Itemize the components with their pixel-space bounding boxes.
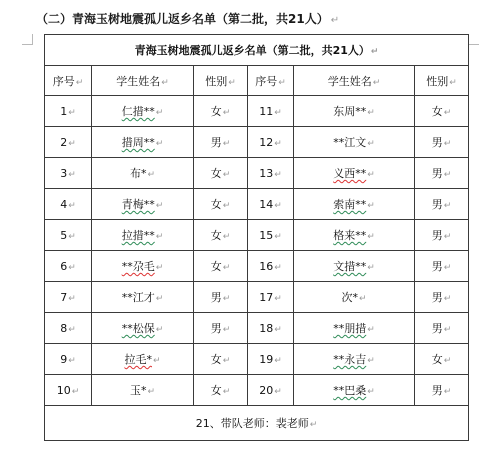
table-cell[interactable] xyxy=(92,96,194,127)
cell-end-mark-icon: ↵ xyxy=(274,262,282,273)
table-cell[interactable] xyxy=(294,189,415,220)
cell-end-mark-icon: ↵ xyxy=(228,77,236,88)
header-cell[interactable] xyxy=(45,66,92,96)
cell-end-mark-icon: ↵ xyxy=(443,201,452,211)
table-cell[interactable] xyxy=(92,158,194,189)
cell-value: 男 xyxy=(431,384,443,397)
table-row xyxy=(45,344,469,375)
table-row xyxy=(45,220,469,251)
cell-end-mark-icon: ↵ xyxy=(367,108,375,118)
cell-value: 男 xyxy=(431,136,443,149)
cell-end-mark-icon: ↵ xyxy=(68,107,76,118)
cell-end-mark-icon: ↵ xyxy=(155,201,164,211)
cell-end-mark-icon: ↵ xyxy=(449,77,457,88)
cell-end-mark-icon: ↵ xyxy=(443,263,452,273)
table-cell[interactable] xyxy=(294,158,415,189)
cell-end-mark-icon: ↵ xyxy=(155,325,164,335)
cell-value: 男 xyxy=(431,229,443,242)
table-cell[interactable] xyxy=(194,313,248,344)
cell-end-mark-icon: ↵ xyxy=(367,232,375,242)
table-cell[interactable] xyxy=(248,344,294,375)
table-title-row xyxy=(45,35,469,66)
table-row xyxy=(45,375,469,406)
cell-end-mark-icon: ↵ xyxy=(222,170,231,180)
table-cell[interactable] xyxy=(45,375,92,406)
table-cell[interactable] xyxy=(294,220,415,251)
cell-end-mark-icon: ↵ xyxy=(155,108,164,118)
cell-end-mark-icon: ↵ xyxy=(222,201,231,211)
cell-end-mark-icon: ↵ xyxy=(274,200,282,211)
cell-end-mark-icon: ↵ xyxy=(367,139,375,149)
cell-value: 索南** xyxy=(333,198,367,211)
table-cell[interactable] xyxy=(248,251,294,282)
header-label: 序号 xyxy=(52,74,75,88)
cell-value: 女 xyxy=(210,229,222,242)
table-title-cell[interactable] xyxy=(45,35,469,66)
header-label: 学生姓名 xyxy=(327,74,372,88)
header-label: 性别 xyxy=(426,74,449,88)
margin-corner-right-icon xyxy=(468,34,479,45)
table-row xyxy=(45,251,469,282)
table-cell[interactable] xyxy=(248,375,294,406)
cell-value: 16 xyxy=(259,259,274,273)
cell-end-mark-icon: ↵ xyxy=(222,263,231,273)
cell-end-mark-icon: ↵ xyxy=(222,294,231,304)
cell-end-mark-icon: ↵ xyxy=(443,170,452,180)
table-cell[interactable] xyxy=(248,313,294,344)
table-cell[interactable] xyxy=(294,375,415,406)
cell-value: 7 xyxy=(60,290,68,304)
table-cell[interactable] xyxy=(248,282,294,313)
table-cell[interactable] xyxy=(92,127,194,158)
table-cell[interactable] xyxy=(248,158,294,189)
table-cell[interactable] xyxy=(92,220,194,251)
cell-end-mark-icon: ↵ xyxy=(367,170,375,180)
cell-value: 2 xyxy=(60,135,68,149)
cell-end-mark-icon: ↵ xyxy=(367,201,375,211)
cell-value: 措周** xyxy=(121,136,155,149)
table-cell[interactable] xyxy=(194,96,248,127)
table-cell[interactable] xyxy=(92,344,194,375)
table-cell[interactable] xyxy=(415,282,469,313)
cell-value: **江文 xyxy=(333,136,367,149)
table-cell[interactable] xyxy=(92,313,194,344)
table-cell[interactable] xyxy=(92,375,194,406)
cell-value: 拉措** xyxy=(121,229,155,242)
table-cell[interactable] xyxy=(415,127,469,158)
cell-value: 男 xyxy=(431,260,443,273)
cell-end-mark-icon: ↵ xyxy=(222,232,231,242)
cell-end-mark-icon: ↵ xyxy=(274,169,282,180)
cell-end-mark-icon: ↵ xyxy=(155,294,164,304)
section-heading xyxy=(36,10,339,27)
table-cell[interactable] xyxy=(194,189,248,220)
table-cell[interactable] xyxy=(45,220,92,251)
cell-value: 青梅** xyxy=(121,198,155,211)
cell-end-mark-icon: ↵ xyxy=(274,231,282,242)
cell-end-mark-icon: ↵ xyxy=(222,108,231,118)
cell-value: 10 xyxy=(56,383,71,397)
table-cell[interactable] xyxy=(415,158,469,189)
cell-value: 13 xyxy=(259,166,274,180)
cell-end-mark-icon: ↵ xyxy=(274,355,282,366)
table-cell[interactable] xyxy=(294,344,415,375)
cell-end-mark-icon: ↵ xyxy=(309,420,318,430)
cell-value: 17 xyxy=(259,290,274,304)
cell-end-mark-icon: ↵ xyxy=(367,263,375,273)
cell-end-mark-icon: ↵ xyxy=(68,262,76,273)
roster-table xyxy=(44,34,469,441)
cell-value: 20 xyxy=(259,383,274,397)
cell-value: 5 xyxy=(60,228,68,242)
cell-value: 女 xyxy=(210,260,222,273)
cell-end-mark-icon: ↵ xyxy=(274,324,282,335)
cell-value: 男 xyxy=(431,291,443,304)
cell-value: 3 xyxy=(60,166,68,180)
cell-end-mark-icon: ↵ xyxy=(222,387,231,397)
cell-value: **朋措 xyxy=(333,322,367,335)
table-row xyxy=(45,96,469,127)
table-cell[interactable] xyxy=(45,158,92,189)
cell-value: 男 xyxy=(431,198,443,211)
cell-end-mark-icon: ↵ xyxy=(222,139,231,149)
cell-value: 男 xyxy=(431,322,443,335)
table-cell[interactable] xyxy=(92,251,194,282)
cell-end-mark-icon: ↵ xyxy=(274,107,282,118)
cell-value: 14 xyxy=(259,197,274,211)
cell-end-mark-icon: ↵ xyxy=(367,356,375,366)
cell-end-mark-icon: ↵ xyxy=(155,139,164,149)
cell-value: 女 xyxy=(431,353,443,366)
cell-value: 女 xyxy=(210,105,222,118)
table-footer-row xyxy=(45,406,469,441)
header-cell[interactable] xyxy=(294,66,415,96)
cell-end-mark-icon: ↵ xyxy=(443,356,452,366)
cell-value: 9 xyxy=(60,352,68,366)
cell-value: 11 xyxy=(259,104,274,118)
table-row xyxy=(45,127,469,158)
cell-end-mark-icon: ↵ xyxy=(443,387,452,397)
table-cell[interactable] xyxy=(248,127,294,158)
cell-end-mark-icon: ↵ xyxy=(278,77,286,88)
cell-end-mark-icon: ↵ xyxy=(222,356,231,366)
cell-value: 女 xyxy=(210,167,222,180)
table-title: 青海玉树地震孤儿返乡名单（第二批，共21人） xyxy=(134,44,370,57)
cell-end-mark-icon: ↵ xyxy=(155,263,164,273)
cell-end-mark-icon: ↵ xyxy=(147,170,156,180)
cell-value: **江才 xyxy=(121,291,155,304)
cell-value: 12 xyxy=(259,135,274,149)
table-row xyxy=(45,158,469,189)
cell-value: 仁措** xyxy=(121,105,155,118)
cell-value: 格来** xyxy=(333,229,367,242)
table-cell[interactable] xyxy=(415,220,469,251)
table-cell[interactable] xyxy=(194,344,248,375)
table-cell[interactable] xyxy=(415,96,469,127)
table-cell[interactable] xyxy=(45,282,92,313)
table-cell[interactable] xyxy=(45,189,92,220)
cell-end-mark-icon: ↵ xyxy=(443,108,452,118)
cell-value: 男 xyxy=(210,322,222,335)
cell-end-mark-icon: ↵ xyxy=(443,139,452,149)
cell-end-mark-icon: ↵ xyxy=(68,169,76,180)
cell-value: 15 xyxy=(259,228,274,242)
cell-end-mark-icon: ↵ xyxy=(68,324,76,335)
cell-value: 拉毛* xyxy=(124,353,152,366)
table-header-row xyxy=(45,66,469,96)
table-cell[interactable] xyxy=(194,251,248,282)
table-cell[interactable] xyxy=(294,127,415,158)
table-cell[interactable] xyxy=(45,313,92,344)
cell-end-mark-icon: ↵ xyxy=(68,138,76,149)
cell-end-mark-icon: ↵ xyxy=(68,231,76,242)
cell-value: **松保 xyxy=(121,322,155,335)
table-cell[interactable] xyxy=(92,189,194,220)
header-label: 性别 xyxy=(205,74,228,88)
table-cell[interactable] xyxy=(294,282,415,313)
cell-value: 次* xyxy=(341,291,358,304)
table-row xyxy=(45,282,469,313)
table-cell[interactable] xyxy=(92,282,194,313)
cell-end-mark-icon: ↵ xyxy=(370,47,379,57)
cell-end-mark-icon: ↵ xyxy=(372,77,381,88)
cell-end-mark-icon: ↵ xyxy=(68,293,76,304)
table-cell[interactable] xyxy=(45,251,92,282)
table-row xyxy=(45,189,469,220)
cell-value: 19 xyxy=(259,352,274,366)
cell-value: 东周** xyxy=(333,105,367,118)
cell-end-mark-icon: ↵ xyxy=(367,325,375,335)
cell-value: **巴桑 xyxy=(333,384,367,397)
header-cell[interactable] xyxy=(415,66,469,96)
table-cell[interactable] xyxy=(415,375,469,406)
table-cell[interactable] xyxy=(45,127,92,158)
header-cell[interactable] xyxy=(92,66,194,96)
table-cell[interactable] xyxy=(248,220,294,251)
cell-value: 6 xyxy=(60,259,68,273)
cell-value: 18 xyxy=(259,321,274,335)
cell-end-mark-icon: ↵ xyxy=(443,294,452,304)
header-cell[interactable] xyxy=(248,66,294,96)
table-cell[interactable] xyxy=(415,189,469,220)
cell-value: **尕毛 xyxy=(121,260,155,273)
table-cell[interactable] xyxy=(45,96,92,127)
cell-end-mark-icon: ↵ xyxy=(274,386,282,397)
table-cell[interactable] xyxy=(294,313,415,344)
cell-end-mark-icon: ↵ xyxy=(152,356,161,366)
table-cell[interactable] xyxy=(194,375,248,406)
cell-end-mark-icon: ↵ xyxy=(358,294,367,304)
table-cell[interactable] xyxy=(194,127,248,158)
table-cell[interactable] xyxy=(294,251,415,282)
table-cell[interactable] xyxy=(194,220,248,251)
cell-end-mark-icon: ↵ xyxy=(443,232,452,242)
cell-value: 女 xyxy=(210,198,222,211)
cell-end-mark-icon: ↵ xyxy=(274,293,282,304)
cell-end-mark-icon: ↵ xyxy=(443,325,452,335)
table-cell[interactable] xyxy=(45,344,92,375)
cell-value: 女 xyxy=(210,353,222,366)
table-cell[interactable] xyxy=(248,189,294,220)
margin-corner-left-icon xyxy=(22,34,33,45)
cell-value: 男 xyxy=(210,136,222,149)
header-label: 序号 xyxy=(255,74,278,88)
cell-value: 玉* xyxy=(129,384,147,397)
paragraph-mark-icon: ↵ xyxy=(330,15,340,26)
section-heading-text: （二）青海玉树地震孤儿返乡名单（第二批，共21人） xyxy=(36,12,329,26)
cell-value: 布* xyxy=(129,167,147,180)
table-cell[interactable] xyxy=(415,251,469,282)
cell-end-mark-icon: ↵ xyxy=(75,77,84,88)
cell-end-mark-icon: ↵ xyxy=(68,200,76,211)
table-cell[interactable] xyxy=(415,313,469,344)
table-footer-cell[interactable] xyxy=(45,406,469,441)
cell-end-mark-icon: ↵ xyxy=(161,77,169,88)
table-cell[interactable] xyxy=(294,96,415,127)
header-label: 学生姓名 xyxy=(116,74,161,88)
cell-value: 男 xyxy=(431,167,443,180)
cell-end-mark-icon: ↵ xyxy=(68,355,76,366)
cell-end-mark-icon: ↵ xyxy=(155,232,164,242)
cell-value: **永吉 xyxy=(333,353,367,366)
cell-value: 4 xyxy=(60,197,68,211)
escort-teacher-note: 21、带队老师：裴老师 xyxy=(195,417,309,430)
header-cell[interactable] xyxy=(194,66,248,96)
cell-end-mark-icon: ↵ xyxy=(71,386,80,397)
cell-value: 文措** xyxy=(333,260,367,273)
cell-end-mark-icon: ↵ xyxy=(367,387,375,397)
cell-value: 8 xyxy=(60,321,68,335)
cell-value: 女 xyxy=(431,105,443,118)
table-cell[interactable] xyxy=(248,96,294,127)
cell-end-mark-icon: ↵ xyxy=(274,138,282,149)
table-cell[interactable] xyxy=(415,344,469,375)
table-row xyxy=(45,313,469,344)
cell-value: 男 xyxy=(210,291,222,304)
cell-value: 女 xyxy=(210,384,222,397)
cell-value: 1 xyxy=(60,104,68,118)
cell-value: 义西** xyxy=(333,167,367,180)
cell-end-mark-icon: ↵ xyxy=(147,387,156,397)
table-cell[interactable] xyxy=(194,158,248,189)
table-cell[interactable] xyxy=(194,282,248,313)
cell-end-mark-icon: ↵ xyxy=(222,325,231,335)
